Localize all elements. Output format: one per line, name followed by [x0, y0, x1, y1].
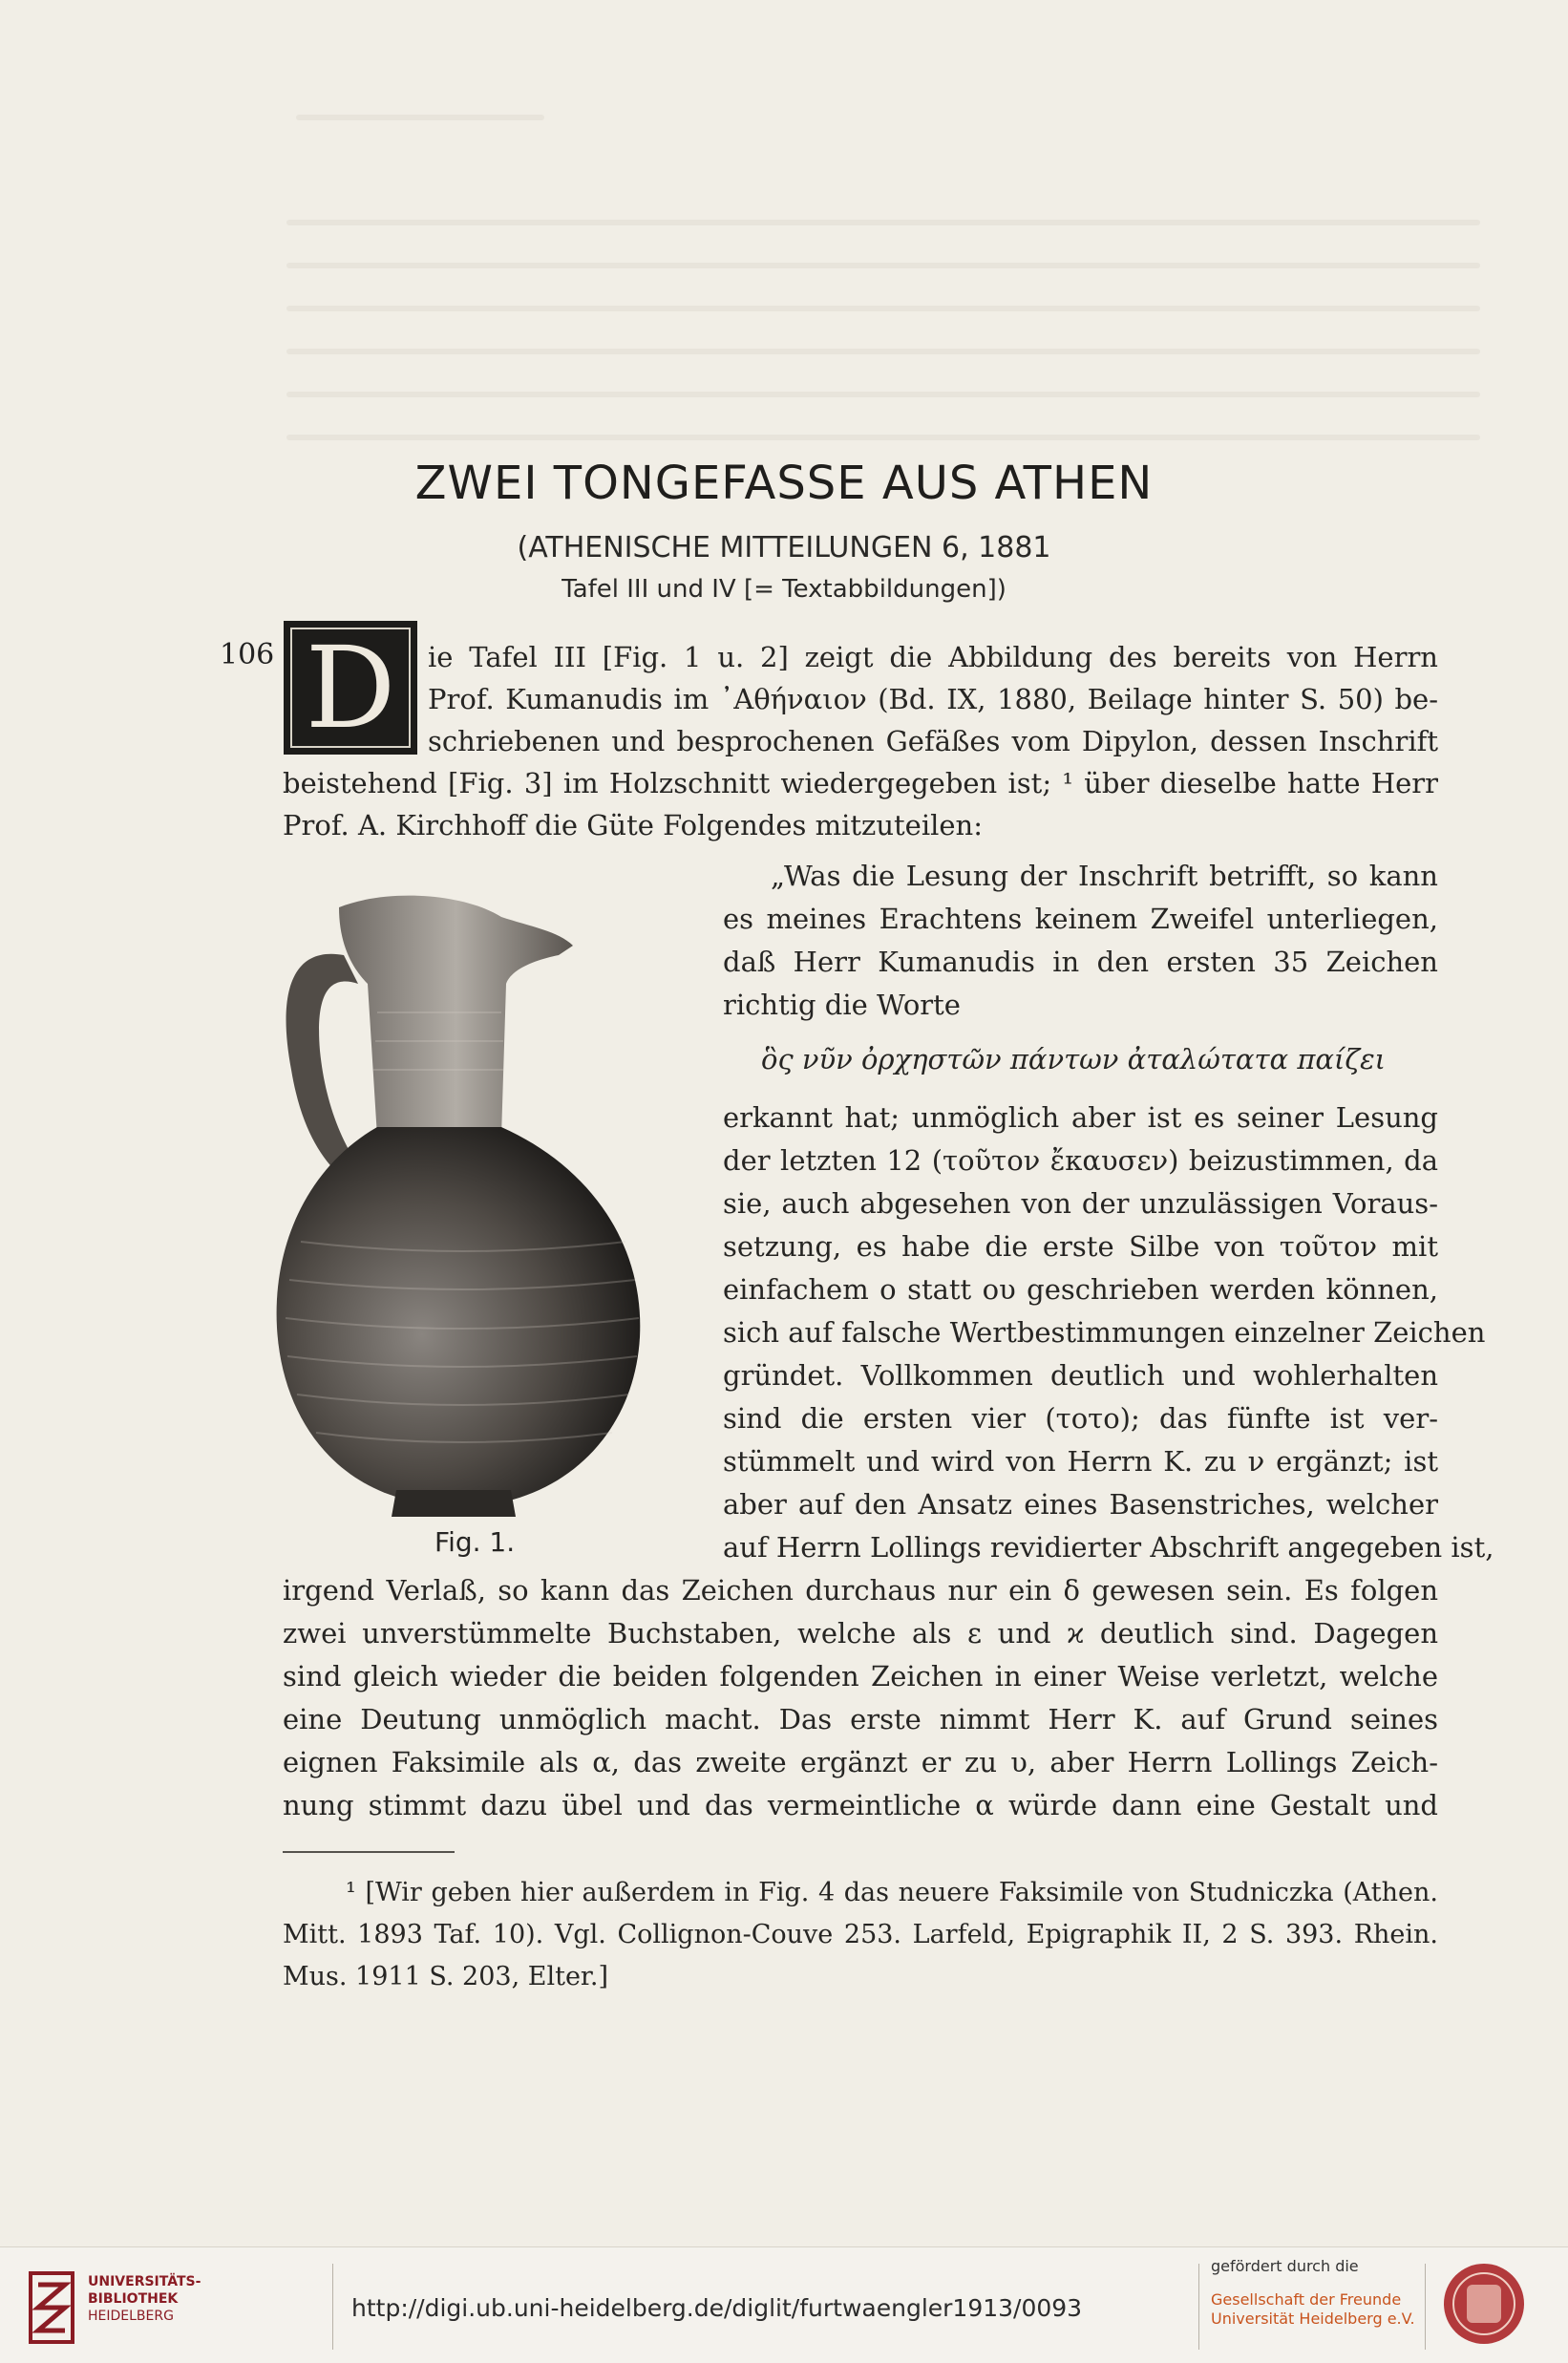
body-line: nung stimmt dazu übel und das vermeintliche α würde dann eine Gestalt und	[283, 1789, 1438, 1821]
initial-letter: D	[305, 622, 396, 754]
figure-caption: Fig. 1.	[434, 1526, 516, 1558]
bleed-through	[286, 263, 1480, 268]
sponsor-label: gefördert durch die	[1211, 2257, 1359, 2275]
library-name-line: BIBLIOTHEK	[88, 2291, 179, 2307]
bleed-through	[286, 220, 1480, 225]
right-line: auf Herrn Lollings revidierter Abschrift angegeben ist,	[723, 1531, 1494, 1564]
seal-emblem	[1467, 2285, 1501, 2323]
bleed-through	[286, 306, 1480, 311]
footer-divider	[1425, 2264, 1426, 2350]
body-line: zwei unverstümmelte Buchstaben, welche als ε und ϰ deutlich sind. Dagegen	[283, 1617, 1438, 1650]
right-line: gründet. Vollkommen deutlich und wohlerhalten	[723, 1359, 1438, 1392]
right-line: aber auf den Ansatz eines Basenstriches, welcher	[723, 1488, 1438, 1521]
decorated-initial	[284, 621, 417, 755]
greek-inscription: ὃς νῦν ὀρχηστῶν πάντων ἀταλώτατα παίζει	[761, 1043, 1387, 1075]
right-line: sich auf falsche Wertbestimmungen einzelner Zeichen	[723, 1316, 1486, 1349]
jug-photograph	[272, 879, 702, 1528]
bleed-through	[286, 392, 1480, 397]
right-line: sie, auch abgesehen von der unzulässigen Voraus-	[723, 1187, 1438, 1220]
body-line: Prof. A. Kirchhoff die Güte Folgendes mitzuteilen:	[283, 809, 983, 841]
library-name-line: HEIDELBERG	[88, 2309, 174, 2324]
library-logo-icon	[29, 2271, 74, 2344]
quote-line: richtig die Worte	[723, 989, 961, 1021]
footnote-line: ¹ [Wir geben hier außerdem in Fig. 4 das neuere Faksimile von Studniczka (Athen.	[346, 1878, 1438, 1907]
bleed-through	[296, 115, 544, 120]
bleed-through	[286, 349, 1480, 354]
sponsor-name-line: Universität Heidelberg e.V.	[1211, 2310, 1415, 2328]
right-line: der letzten 12 (τοῦτον ἔκαυσεν) beizustimmen, da	[723, 1144, 1438, 1177]
right-line: setzung, es habe die erste Silbe von τοῦτον mit	[723, 1230, 1438, 1263]
university-seal-icon	[1444, 2264, 1524, 2344]
sponsor-name-line: Gesellschaft der Freunde	[1211, 2290, 1402, 2309]
page-subtitle: (ATHENISCHE MITTEILUNGEN 6, 1881	[517, 531, 1051, 564]
right-line: erkannt hat; unmöglich aber ist es seiner Lesung	[723, 1101, 1438, 1134]
body-line: eine Deutung unmöglich macht. Das erste nimmt Herr K. auf Grund seines	[283, 1703, 1438, 1735]
page-title: ZWEI TONGEFASSE AUS ATHEN	[414, 457, 1154, 510]
footnote-rule	[283, 1851, 455, 1853]
body-line: ie Tafel III [Fig. 1 u. 2] zeigt die Abbildung des bereits von Herrn	[428, 641, 1438, 673]
quote-line: es meines Erachtens keinem Zweifel unterliegen,	[723, 903, 1438, 935]
library-name-line: UNIVERSITÄTS-	[88, 2274, 201, 2289]
right-line: stümmelt und wird von Herrn K. zu ν ergänzt; ist	[723, 1445, 1438, 1478]
footnote-line: Mitt. 1893 Taf. 10). Vgl. Collignon-Couve 253. Larfeld, Epigraphik II, 2 S. 393. Rhein.	[283, 1920, 1438, 1949]
body-line: schriebenen und besprochenen Gefäßes vom Dipylon, dessen Inschrift	[428, 725, 1438, 757]
body-line: beistehend [Fig. 3] im Holzschnitt wiedergegeben ist; ¹ über dieselbe hatte Herr	[283, 767, 1438, 799]
sponsor-name	[1211, 2290, 1415, 2329]
footer-divider	[332, 2264, 333, 2350]
body-line: eignen Faksimile als α, das zweite ergänzt er zu υ, aber Herrn Lollings Zeich-	[283, 1746, 1438, 1778]
bleed-through	[286, 435, 1480, 440]
right-line: sind die ersten vier (τοτο); das fünfte ist ver-	[723, 1402, 1438, 1435]
library-name	[88, 2273, 201, 2325]
footnote-line: Mus. 1911 S. 203, Elter.]	[283, 1962, 608, 1991]
permalink-url[interactable]: http://digi.ub.uni-heidelberg.de/diglit/furtwaengler1913/0093	[351, 2294, 1083, 2322]
body-line: Prof. Kumanudis im ᾿Αθήναιον (Bd. IX, 1880, Beilage hinter S. 50) be-	[428, 683, 1438, 715]
right-line: einfachem ο statt ου geschrieben werden können,	[723, 1273, 1438, 1306]
page-subsubtitle: Tafel III und IV [= Textabbildungen])	[562, 575, 1006, 604]
quote-line: „Was die Lesung der Inschrift betrifft, so kann	[771, 860, 1438, 892]
margin-page-number: 106	[220, 638, 275, 671]
body-line: irgend Verlaß, so kann das Zeichen durchaus nur ein δ gewesen sein. Es folgen	[283, 1574, 1438, 1607]
quote-line: daß Herr Kumanudis in den ersten 35 Zeichen	[723, 946, 1438, 978]
footer-divider	[1198, 2264, 1199, 2350]
body-line: sind gleich wieder die beiden folgenden Zeichen in einer Weise verletzt, welche	[283, 1660, 1438, 1692]
